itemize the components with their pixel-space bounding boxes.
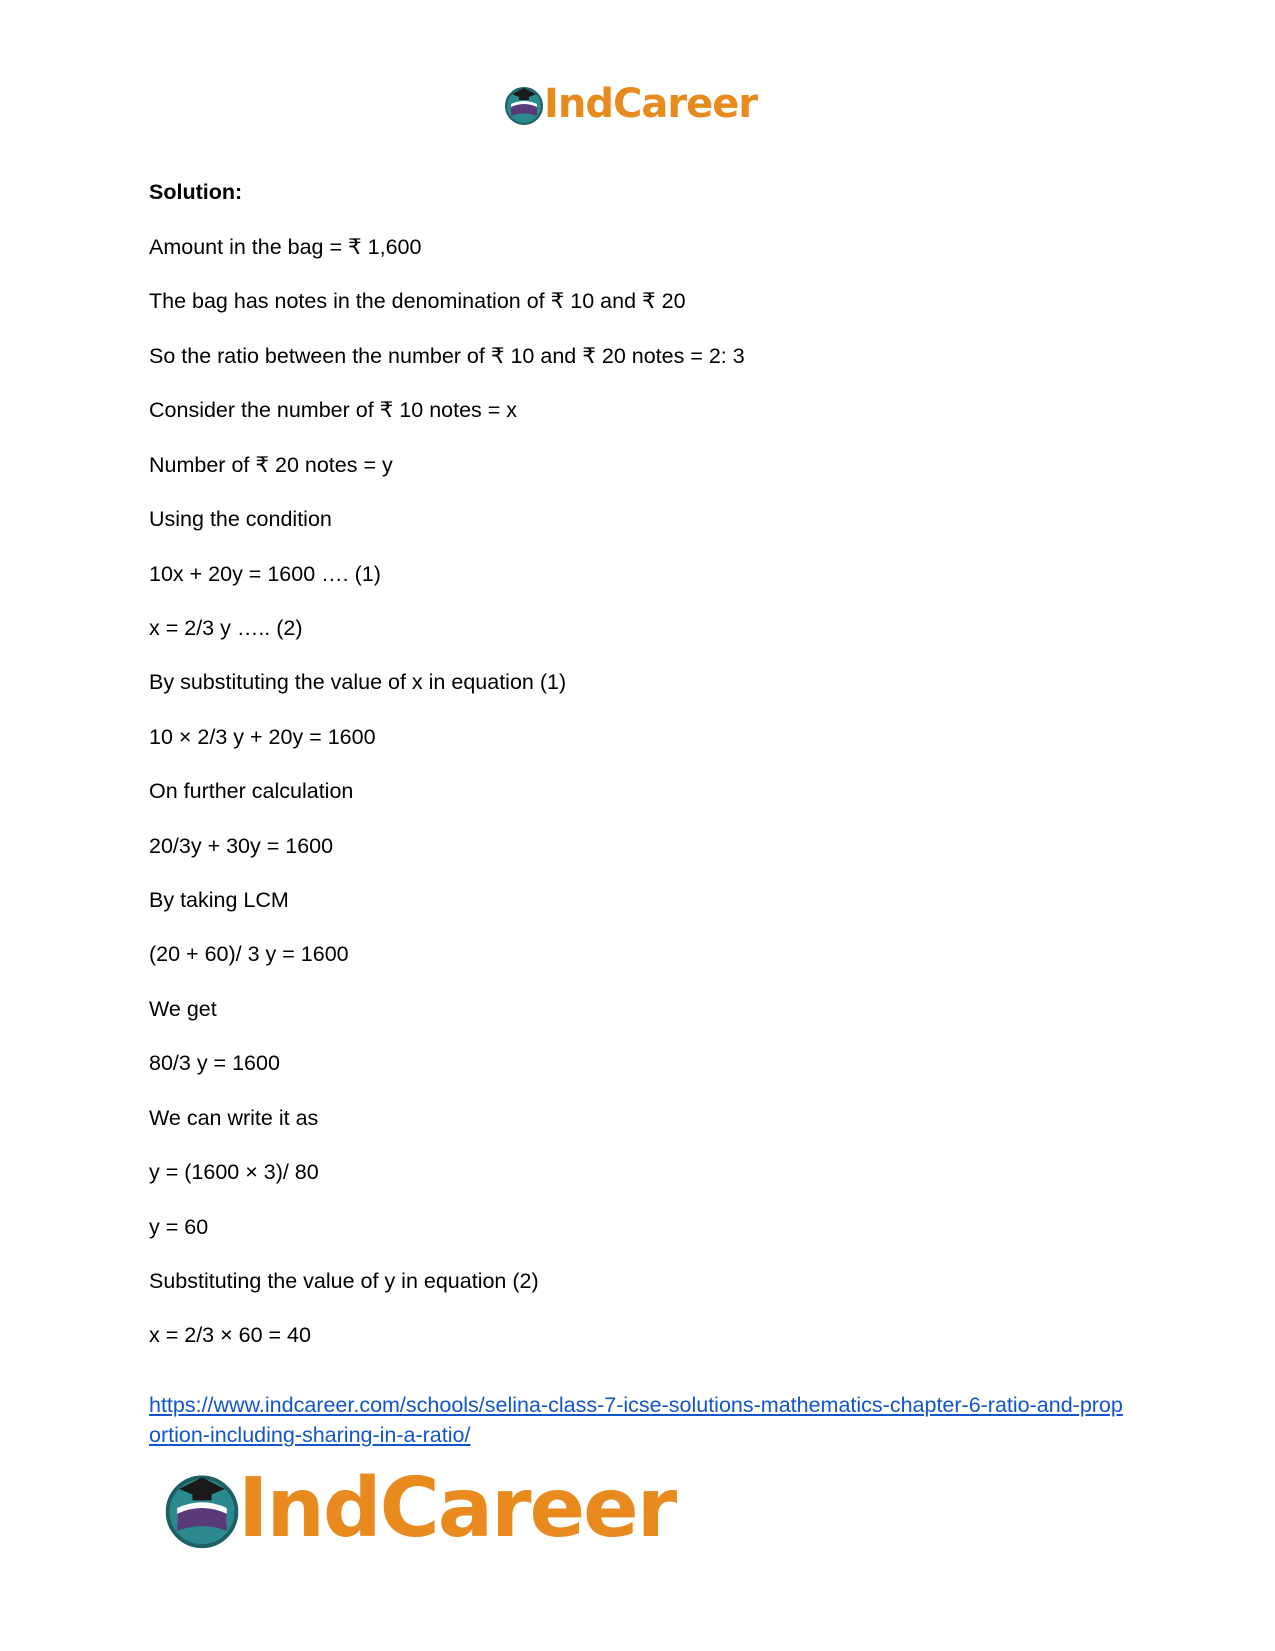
- solution-line: By taking LCM: [149, 888, 289, 912]
- equation-line: y = 60: [149, 1215, 209, 1239]
- footer-logo-text: IndCareer: [238, 1460, 676, 1556]
- solution-line: The bag has notes in the denomination of ₹ 10 and ₹ 20: [149, 289, 686, 313]
- equation-line: 20/3y + 30y = 1600: [149, 834, 334, 858]
- equation-line: 80/3 y = 1600: [149, 1051, 280, 1075]
- equation-line: 10x + 20y = 1600 …. (1): [149, 562, 381, 586]
- header-logo-text: IndCareer: [544, 81, 758, 127]
- solution-line: We can write it as: [149, 1106, 319, 1130]
- equation-line: 10 × 2/3 y + 20y = 1600: [149, 725, 376, 749]
- globe-book-icon: [160, 1466, 244, 1550]
- solution-line: On further calculation: [149, 779, 354, 803]
- solution-line: Consider the number of ₹ 10 notes = x: [149, 398, 518, 422]
- solution-line: Using the condition: [149, 507, 332, 531]
- solution-line: By substituting the value of x in equation (1): [149, 670, 567, 694]
- solution-line: We get: [149, 997, 217, 1021]
- equation-line: x = 2/3 y ….. (2): [149, 616, 303, 640]
- solution-line: Number of ₹ 20 notes = y: [149, 453, 393, 477]
- equation-line: x = 2/3 × 60 = 40: [149, 1323, 311, 1347]
- solution-heading: Solution:: [149, 180, 243, 204]
- source-link[interactable]: https://www.indcareer.com/schools/selina-class-7-icse-solutions-mathematics-chapter-6-ratio-and-proportion-including-sharing-in-a-ratio/: [149, 1393, 1123, 1447]
- solution-line: So the ratio between the number of ₹ 10 and ₹ 20 notes = 2: 3: [149, 344, 745, 368]
- footer-logo: [160, 1460, 675, 1556]
- equation-line: (20 + 60)/ 3 y = 1600: [149, 942, 349, 966]
- solution-line: Amount in the bag = ₹ 1,600: [149, 235, 422, 259]
- header-logo: [502, 76, 757, 132]
- globe-book-icon: [502, 82, 546, 126]
- solution-line: Substituting the value of y in equation (2): [149, 1269, 539, 1293]
- equation-line: y = (1600 × 3)/ 80: [149, 1160, 319, 1184]
